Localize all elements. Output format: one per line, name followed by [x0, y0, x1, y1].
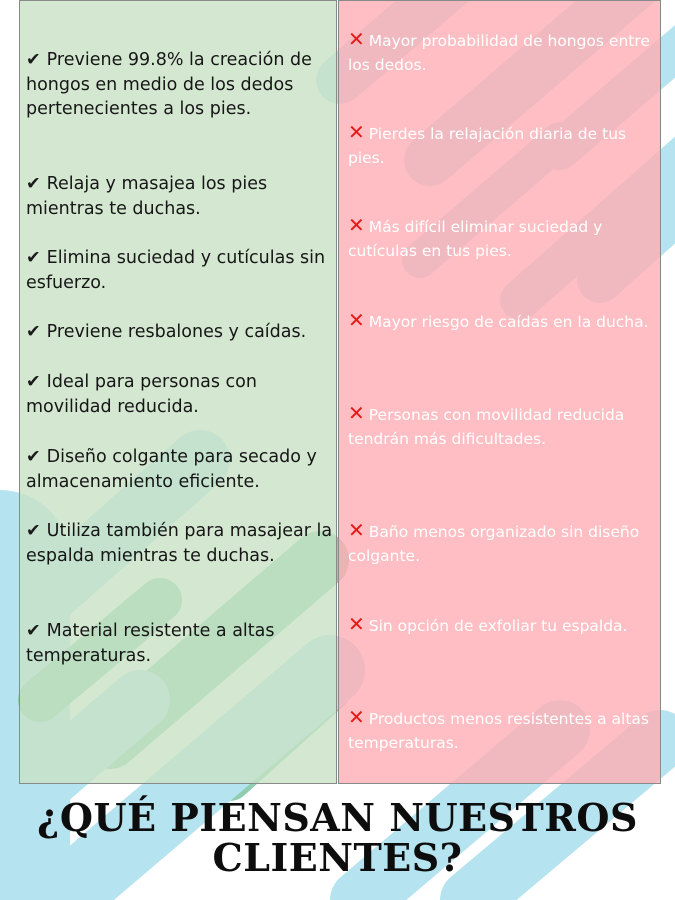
pro-item: ✔ Diseño colgante para secado y almacenamiento eficiente. — [26, 447, 317, 492]
red-cross-icon: ✕ — [348, 612, 365, 636]
con-item: ✕ Baño menos organizado sin diseño colgante. — [348, 518, 640, 565]
con-item: ✕ Pierdes la relajación diaria de tus pies. — [348, 120, 627, 167]
con-item: ✕ Personas con movilidad reducida tendrán más dificultades. — [348, 401, 625, 448]
con-item: ✕ Productos menos resistentes a altas temperaturas. — [348, 705, 650, 752]
pro-item: ✔ Utiliza también para masajear la espalda mientras te duchas. — [26, 521, 333, 566]
con-item: ✕ Mayor probabilidad de hongos entre los dedos. — [348, 27, 650, 74]
check-mark-icon: ✔ — [26, 372, 41, 392]
check-mark-icon: ✔ — [26, 521, 41, 541]
check-mark-icon: ✔ — [26, 50, 41, 70]
check-mark-icon: ✔ — [26, 322, 41, 342]
red-cross-icon: ✕ — [348, 27, 365, 51]
red-cross-icon: ✕ — [348, 120, 365, 144]
red-cross-icon: ✕ — [348, 213, 365, 237]
check-mark-icon: ✔ — [26, 621, 41, 641]
red-cross-icon: ✕ — [348, 518, 365, 542]
check-mark-icon: ✔ — [26, 447, 41, 467]
con-item: ✕ Mayor riesgo de caídas en la ducha. — [348, 308, 649, 332]
con-item: ✕ Más difícil eliminar suciedad y cutículas en tus pies. — [348, 213, 603, 260]
cons-panel — [338, 0, 661, 784]
check-mark-icon: ✔ — [26, 248, 41, 268]
red-cross-icon: ✕ — [348, 705, 365, 729]
pro-item: ✔ Elimina suciedad y cutículas sin esfuerzo. — [26, 248, 326, 293]
page-title: ¿QUÉ PIENSAN NUESTROS CLIENTES? — [37, 795, 638, 880]
pro-item: ✔ Previene 99.8% la creación de hongos en medio de los dedos pertenecientes a los pies. — [26, 50, 312, 119]
red-cross-icon: ✕ — [348, 308, 365, 332]
pro-item: ✔ Ideal para personas con movilidad reducida. — [26, 372, 257, 417]
red-cross-icon: ✕ — [348, 401, 365, 425]
con-item: ✕ Sin opción de exfoliar tu espalda. — [348, 612, 628, 636]
pro-item: ✔ Material resistente a altas temperaturas. — [26, 621, 275, 666]
pro-item: ✔ Relaja y masajea los pies mientras te duchas. — [26, 174, 268, 219]
check-mark-icon: ✔ — [26, 174, 41, 194]
pro-item: ✔ Previene resbalones y caídas. — [26, 322, 307, 342]
